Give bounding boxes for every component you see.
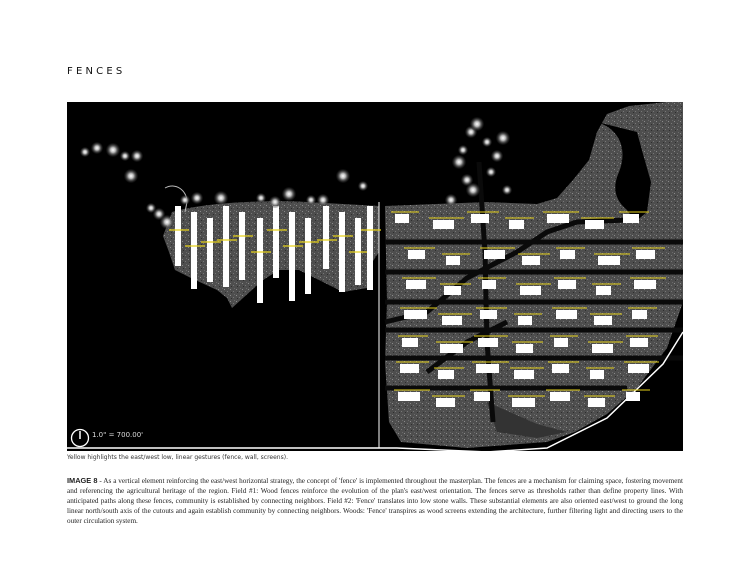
map-drawing bbox=[67, 102, 683, 451]
tree-icon bbox=[160, 215, 174, 229]
tree-icon bbox=[80, 147, 90, 157]
north-arrow-icon bbox=[72, 430, 89, 447]
building bbox=[402, 338, 418, 347]
building bbox=[478, 338, 498, 347]
building bbox=[588, 398, 605, 407]
building bbox=[471, 214, 489, 223]
fence-bar bbox=[305, 218, 311, 294]
building bbox=[628, 364, 649, 373]
building bbox=[626, 392, 640, 401]
tree-icon bbox=[470, 117, 484, 131]
building bbox=[585, 220, 604, 229]
building bbox=[480, 310, 497, 319]
building bbox=[598, 256, 620, 265]
tree-icon bbox=[491, 150, 503, 162]
tree-icon bbox=[466, 183, 480, 197]
fence-bar bbox=[175, 206, 181, 266]
page-title: FENCES bbox=[67, 66, 126, 77]
fence-bar bbox=[323, 206, 329, 269]
tree-icon bbox=[452, 155, 466, 169]
building bbox=[636, 250, 655, 259]
tree-icon bbox=[486, 167, 496, 177]
building bbox=[558, 280, 576, 289]
tree-icon bbox=[124, 169, 138, 183]
building bbox=[512, 398, 535, 407]
image-heading: IMAGE 8 bbox=[67, 476, 98, 485]
building bbox=[594, 316, 612, 325]
tree-icon bbox=[306, 195, 316, 205]
building bbox=[552, 364, 569, 373]
fence-bar bbox=[257, 218, 263, 303]
building bbox=[436, 398, 455, 407]
building bbox=[556, 310, 577, 319]
tree-icon bbox=[282, 187, 296, 201]
building bbox=[438, 370, 454, 379]
image-body: - As a vertical element reinforcing the east/west horizontal strategy, the concept of 'fence' is implemented throughout the masterplan. The fences are a mechanism for claiming space, fostering movement and referencing the agricultural heritage of the region. Field #1: Wood fences reinforce the evolution of the plan's east/west orientation. The fences serve as thresholds rather than define property lines. With anticipated paths along these fences, community is established by connecting neighbors. Field #2: 'Fence' translates into low stone walls. These substantial elements are also oriented east/west to ground the long linear north/south axis of the cutouts and again establish community by connecting neighbors. Woods: 'Fence' transpires as wood screens extending the architecture, further filtering light and directing users to the outer circulation system. bbox=[67, 477, 683, 525]
building bbox=[592, 344, 613, 353]
tree-icon bbox=[131, 150, 143, 162]
map-caption: Yellow highlights the east/west low, linear gestures (fence, wall, screens). bbox=[67, 454, 288, 461]
building bbox=[632, 310, 647, 319]
building bbox=[590, 370, 604, 379]
fence-bar bbox=[239, 212, 245, 280]
building bbox=[518, 316, 532, 325]
fence-bar bbox=[367, 206, 373, 290]
building bbox=[404, 310, 427, 319]
building bbox=[474, 392, 490, 401]
building bbox=[634, 280, 656, 289]
scale-label: 1.0" = 700.00' bbox=[92, 431, 144, 439]
fence-bar bbox=[223, 206, 229, 287]
fence-bar bbox=[339, 212, 345, 292]
building bbox=[440, 344, 463, 353]
building bbox=[596, 286, 611, 295]
tree-icon bbox=[445, 194, 457, 206]
tree-icon bbox=[191, 192, 203, 204]
tree-icon bbox=[256, 193, 266, 203]
building bbox=[550, 392, 570, 401]
building bbox=[623, 214, 639, 223]
tree-icon bbox=[91, 142, 103, 154]
fence-bar bbox=[191, 212, 197, 289]
building bbox=[522, 256, 540, 265]
building bbox=[554, 338, 568, 347]
building bbox=[408, 250, 425, 259]
fence-bar bbox=[207, 218, 213, 282]
tree-icon bbox=[269, 196, 281, 208]
tree-icon bbox=[482, 137, 492, 147]
tree-icon bbox=[106, 143, 120, 157]
building bbox=[509, 220, 524, 229]
masterplan-map bbox=[67, 102, 683, 451]
building bbox=[484, 250, 505, 259]
tree-icon bbox=[120, 151, 130, 161]
building bbox=[433, 220, 454, 229]
building bbox=[482, 280, 496, 289]
building bbox=[476, 364, 499, 373]
image-description bbox=[67, 476, 683, 526]
tree-icon bbox=[358, 181, 368, 191]
fence-bar bbox=[273, 206, 279, 278]
tree-icon bbox=[336, 169, 350, 183]
building bbox=[560, 250, 575, 259]
building bbox=[516, 344, 533, 353]
building bbox=[514, 370, 534, 379]
tree-icon bbox=[458, 145, 468, 155]
building bbox=[444, 286, 461, 295]
building bbox=[442, 316, 462, 325]
tree-icon bbox=[317, 194, 329, 206]
tree-icon bbox=[180, 195, 190, 205]
building bbox=[446, 256, 460, 265]
tree-icon bbox=[496, 131, 510, 145]
building bbox=[406, 280, 426, 289]
building bbox=[398, 392, 420, 401]
building bbox=[630, 338, 648, 347]
building bbox=[400, 364, 419, 373]
fence-bar bbox=[289, 212, 295, 301]
building bbox=[547, 214, 569, 223]
building bbox=[395, 214, 409, 223]
tree-icon bbox=[502, 185, 512, 195]
tree-icon bbox=[214, 191, 228, 205]
building bbox=[520, 286, 541, 295]
